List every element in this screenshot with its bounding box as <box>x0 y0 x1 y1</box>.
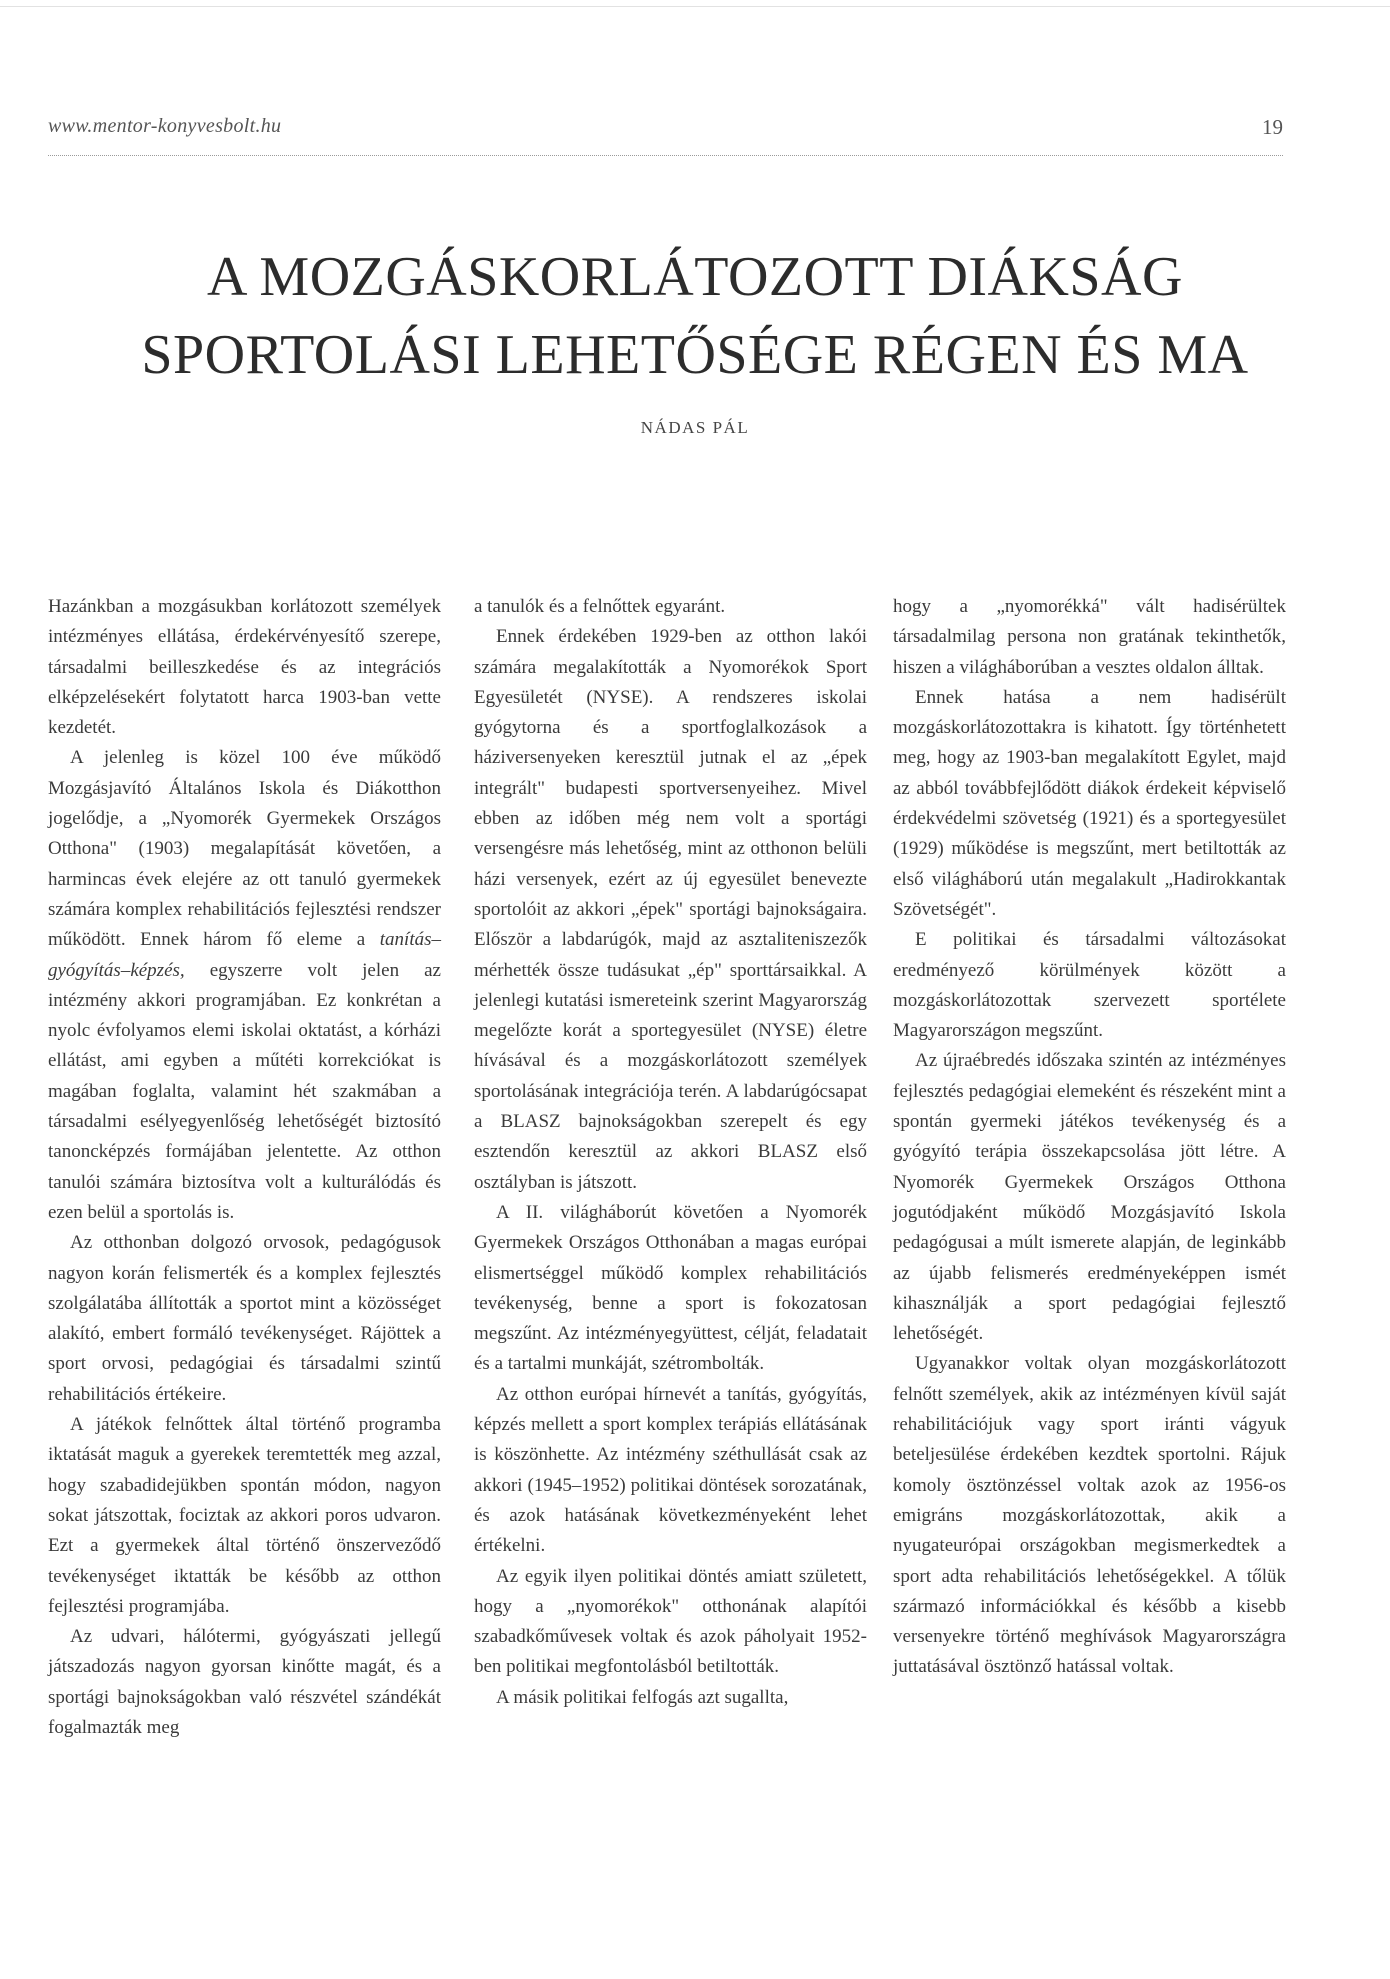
paragraph: A másik politikai felfogás azt sugallta, <box>496 1686 789 1708</box>
text-column-2 <box>474 592 867 1713</box>
paragraph: Az otthonban dolgozó orvosok, pedagógusok nagyon korán felismerték és a komplex fejlesztés szolgálatába állították a sportot mint a közösséget alakító, embert formáló tevékenységet. Rájöttek a sport orvosi, pedagógiai és társadalmi szintű rehabilitációs értékeire. <box>48 1232 441 1405</box>
header-url: www.mentor-konyvesbolt.hu <box>48 115 282 137</box>
paragraph: Ennek érdekében 1929-ben az otthon lakói számára megalakították a Nyomorékok Sport Egyesületét (NYSE). A rendszeres iskolai gyógytorna és a sportfoglalkozások a háziversenyeken keresztül jutnak el az „épek integrált" budapesti sportversenyeihez. Mivel ebben az időben még nem volt a sportági versengésre más lehetőség, mint az otthonon belüli házi versenyek, ezért az új egyesület benevezte sportolóit az akkori „épek" sportági bajnokságaira. Először a labdarúgók, majd az asztaliteniszezők mérhették össze tudásukat „ép" sporttársaikkal. A jelenlegi kutatási ismereteink szerint Magyarország megelőzte korát a sportegyesület (NYSE) életre hívásával és a mozgáskorlátozott személyek sportolásának integrációja terén. A labdarúgócsapat a BLASZ bajnokságokban szerepelt és egy esztendőn keresztül az akkori BLASZ első osztályban is játszott. <box>474 626 867 1193</box>
paragraph: Az újraébredés időszaka szintén az intézményes fejlesztés pedagógiai elemeként és részeként mint a spontán gyermeki játékos tevékenység és a gyógyító terápia összekapcsolása jött létre. A Nyomorék Gyermekek Országos Otthona jogutódjaként működő Mozgásjavító Iskola pedagógusai a múlt ismerete alapján, de leginkább az újabb felismerés eredményeképpen ismét kihasználják a sport pedagógiai fejlesztő lehetőségét. <box>893 1050 1286 1345</box>
paragraph: Az udvari, hálótermi, gyógyászati jellegű játszadozás nagyon gyorsan kinőtte magát, és a sportági bajnokságokban való részvétel szándékát fogalmazták meg <box>48 1626 441 1738</box>
title-line-1: A MOZGÁSKORLÁTOZOTT DIÁKSÁG <box>207 246 1183 308</box>
paragraph: E politikai és társadalmi változásokat eredményező körülmények között a mozgáskorlátozottak szervezett sportélete Magyarországon megszűnt. <box>893 929 1286 1042</box>
header-rule <box>48 155 1283 156</box>
paragraph <box>48 743 441 1228</box>
running-header <box>48 115 1283 145</box>
paragraph: Hazánkban a mozgásukban korlátozott személyek intézményes ellátása, érdekérvényesítő szerepe, társadalmi beilleszkedése és az integrációs elképzelésekért folytatott harca 1903-ban vette kezdetét. <box>48 596 441 739</box>
paragraph-text: egyszerre volt jelen az intézmény akkori programjában. Ez konkrétan a nyolc évfolyamos elemi iskolai oktatást, a kórházi ellátást, ami egyben a műtéti korrekciókat is magában foglalta, valamint hét szakmában a társadalmi esélyegyenlőség lehetőségét biztosító tanoncképzés formájában jelentette. Az otthon tanulói számára biztosítva volt a kulturálódás és ezen belül a sportolás is. <box>48 959 441 1223</box>
text-column-1 <box>48 592 441 1743</box>
article-title <box>0 238 1390 394</box>
paragraph: hogy a „nyomorékká" vált hadisérültek társadalmilag persona non gratának tekinthetők, hiszen a világháborúban a vesztes oldalon álltak. <box>893 596 1286 678</box>
paragraph: Ugyanakkor voltak olyan mozgáskorlátozott felnőtt személyek, akik az intézményen kívül saját rehabilitációjuk vagy sport iránti vágyuk beteljesülése érdekében kezdtek sportolni. Rájuk komoly ösztönzéssel voltak azok az 1956-os emigráns mozgáskorlátozottak, akik a nyugateurópai országokban megismerkedtek a sport adta rehabilitációs lehetőségekkel. A tőlük származó információkkal és később a kisebb versenyekre történő meghívások Magyarországra juttatásával ösztönző hatással voltak. <box>893 1353 1286 1678</box>
paragraph: Az egyik ilyen politikai döntés amiatt született, hogy a „nyomorékok" otthonának alapítói szabadkőművesek voltak és azok páholyait 1952-ben politikai megfontolásból betiltották. <box>474 1565 867 1678</box>
article-author: NÁDAS PÁL <box>640 418 750 437</box>
paragraph: Az otthon európai hírnevét a tanítás, gyógyítás, képzés mellett a sport komplex terápiás ellátásának is köszönhette. Az intézmény széthullását csak az akkori (1945–1952) politikai döntések sorozatának, és azok hatásának következményeként lehet értékelni. <box>474 1383 867 1557</box>
scan-edge-line <box>0 6 1390 7</box>
emphasis-text: tanítás–gyógyítás–képzés, <box>48 929 441 981</box>
paragraph: a tanulók és a felnőttek egyaránt. <box>474 596 726 617</box>
paragraph-text: A jelenleg is közel 100 éve működő Mozgásjavító Általános Iskola és Diákotthon jogelődje, a „Nyomorék Gyermekek Országos Otthona" (1903) megalapítását követően, a harmincas évek elejére az ott tanuló gyermekek számára komplex rehabilitációs fejlesztési rendszer működött. Ennek három fő eleme a <box>48 747 441 951</box>
page-number: 19 <box>1262 115 1283 139</box>
title-line-2: SPORTOLÁSI LEHETŐSÉGE RÉGEN ÉS MA <box>141 324 1249 386</box>
paragraph: A játékok felnőttek által történő programba iktatását maguk a gyerekek teremtették meg azzal, hogy szabadidejükben spontán módon, nagyon sokat játszottak, fociztak az akkori poros udvaron. Ezt a gyermekek által történő önszerveződő tevékenységet iktatták be később az otthon fejlesztési programjába. <box>48 1414 441 1617</box>
paragraph: Ennek hatása a nem hadisérült mozgáskorlátozottakra is kihatott. Így történhetett meg, hogy az 1903-ban megalakított Egylet, majd az abból továbbfejlődött diákok érdekeit képviselő érdekvédelmi szövetség (1921) és a sportegyesület (1929) működése is megszűnt, mert betiltották az első világháború után megalakult „Hadirokkantak Szövetségét". <box>893 686 1286 920</box>
text-column-3 <box>893 592 1286 1683</box>
paragraph: A II. világháborút követően a Nyomorék Gyermekek Országos Otthonában a magas európai elismertséggel működő komplex rehabilitációs tevékenység, benne a sport is fokozatosan megszűnt. Az intézményegyüttest, célját, feladatait és a tartalmi munkáját, szétrombolták. <box>474 1201 867 1375</box>
